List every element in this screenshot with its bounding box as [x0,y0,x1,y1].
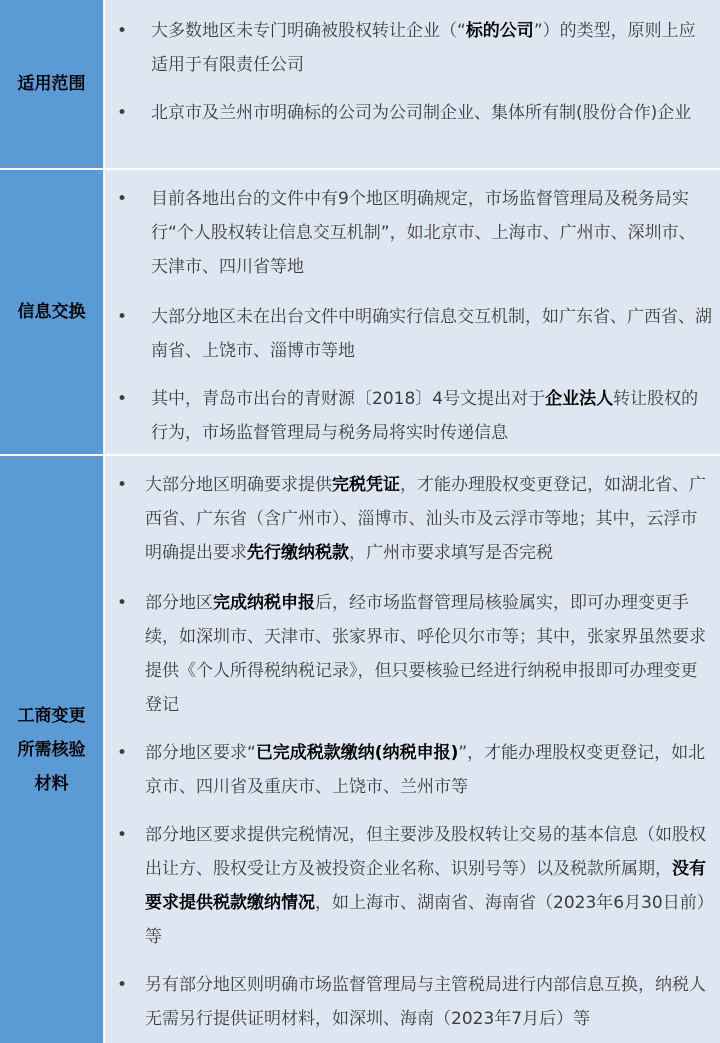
bullet-icon: • [117,21,128,41]
list-item [105,182,712,284]
list-item [105,300,712,368]
row-applicable-scope [0,0,720,168]
row-label: 工商变更 所需核验 材料 [0,456,105,1043]
bullet-icon: • [117,103,128,123]
bullet-icon: • [117,189,128,209]
row-registration-materials [0,456,720,1043]
row-content [105,170,720,454]
list-item [105,14,712,82]
item-text: 北京市及兰州市明确标的公司为公司制企业、集体所有制(股份合作)企业 [151,103,692,123]
list-item [105,586,712,722]
row-label: 信息交换 [0,170,105,454]
row-label: 适用范围 [0,0,105,168]
row-content [105,0,720,168]
item-text: 部分地区要求“已完成税款缴纳(纳税申报)”，才能办理股权变更登记，如北京市、四川省及重庆市、上饶市、兰州市等 [145,743,706,797]
list-item [105,968,712,1036]
bullet-icon: • [117,475,128,495]
item-text: 大多数地区未专门明确被股权转让企业（“标的公司”）的类型，原则上应适用于有限责任公司 [151,21,696,75]
item-text: 部分地区要求提供完税情况，但主要涉及股权转让交易的基本信息（如股权出让方、股权受让方及被投资企业名称、识别号等）以及税款所属期，没有要求提供税款缴纳情况，如上海市、湖南省、海南省（2023年6月30日前）等 [145,825,706,947]
item-text: 目前各地出台的文件中有9个地区明确规定，市场监督管理局及税务局实行“个人股权转让信息交互机制”，如北京市、上海市、广州市、深圳市、天津市、四川省等地 [151,189,696,277]
bullet-icon: • [117,593,128,613]
list-item [105,96,712,130]
list-item [105,382,712,450]
item-text: 大部分地区未在出台文件中明确实行信息交互机制，如广东省、广西省、湖南省、上饶市、淄博市等地 [151,307,712,361]
row-content [105,456,720,1043]
item-text: 其中，青岛市出台的青财源〔2018〕4号文提出对于企业法人转让股权的行为，市场监督管理局与税务局将实时传递信息 [151,389,699,443]
row-info-exchange [0,170,720,454]
bullet-icon: • [117,307,128,327]
list-item [105,468,712,570]
item-text: 另有部分地区则明确市场监督管理局与主管税局进行内部信息互换，纳税人无需另行提供证明材料，如深圳、海南（2023年7月后）等 [145,975,706,1029]
item-text: 部分地区完成纳税申报后，经市场监督管理局核验属实，即可办理变更手续，如深圳市、天津市、张家界市、呼伦贝尔市等；其中，张家界虽然要求提供《个人所得税纳税记录》，但只要核验已经进行纳税申报即可办理变更登记 [145,593,706,715]
list-item [105,818,712,954]
bullet-icon: • [117,825,128,845]
bullet-icon: • [117,389,128,409]
bullet-icon: • [117,743,128,763]
bullet-icon: • [117,975,128,995]
list-item [105,736,712,804]
item-text: 大部分地区明确要求提供完税凭证，才能办理股权变更登记，如湖北省、广西省、广东省（含广州市）、淄博市、汕头市及云浮市等地；其中，云浮市明确提出要求先行缴纳税款，广州市要求填写是否完税 [145,475,706,563]
